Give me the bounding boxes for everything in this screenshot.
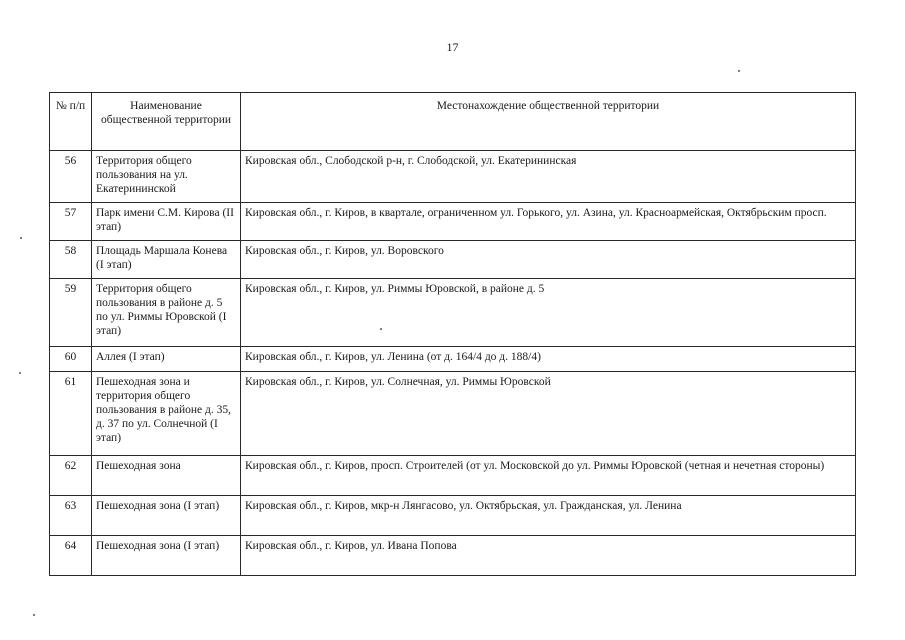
- row-name: Пешеходная зона (I этап): [92, 496, 241, 536]
- scan-speck: [20, 237, 22, 239]
- row-name: Площадь Маршала Конева (I этап): [92, 241, 241, 279]
- scan-speck: [33, 614, 35, 616]
- page-number: 17: [446, 40, 459, 54]
- row-name: Территория общего пользования на ул. Екатерининской: [92, 151, 241, 203]
- table-row: [50, 496, 856, 536]
- row-name: Пешеходная зона и территория общего пользования в районе д. 35, д. 37 по ул. Солнечной (I этап): [92, 372, 241, 456]
- table-header-row: [50, 93, 856, 151]
- row-name: Пешеходная зона (I этап): [92, 536, 241, 576]
- header-name: Наименование общественной территории: [92, 93, 241, 151]
- table-row: [50, 456, 856, 496]
- table-row: [50, 241, 856, 279]
- table-row: [50, 203, 856, 241]
- row-location: Кировская обл., г. Киров, мкр-н Лянгасово, ул. Октябрьская, ул. Гражданская, ул. Ленина: [241, 496, 856, 536]
- header-number: № п/п: [50, 93, 92, 151]
- row-number: 58: [50, 241, 92, 279]
- row-number: 64: [50, 536, 92, 576]
- row-name: Парк имени С.М. Кирова (II этап): [92, 203, 241, 241]
- row-number: 63: [50, 496, 92, 536]
- table-row: [50, 279, 856, 347]
- row-location: Кировская обл., г. Киров, в квартале, ограниченном ул. Горького, ул. Азина, ул. Красноармейская, Октябрьским просп.: [241, 203, 856, 241]
- scan-speck: [380, 328, 382, 330]
- row-location: Кировская обл., г. Киров, ул. Ленина (от д. 164/4 до д. 188/4): [241, 347, 856, 372]
- row-number: 62: [50, 456, 92, 496]
- row-name: Пешеходная зона: [92, 456, 241, 496]
- row-location: Кировская обл., г. Киров, ул. Солнечная, ул. Риммы Юровской: [241, 372, 856, 456]
- row-number: 57: [50, 203, 92, 241]
- table-row: [50, 372, 856, 456]
- row-location: Кировская обл., Слободской р-н, г. Слободской, ул. Екатерининская: [241, 151, 856, 203]
- scan-speck: [738, 70, 740, 72]
- row-number: 59: [50, 279, 92, 347]
- row-location: Кировская обл., г. Киров, ул. Ивана Попова: [241, 536, 856, 576]
- row-location: Кировская обл., г. Киров, ул. Воровского: [241, 241, 856, 279]
- table-row: [50, 536, 856, 576]
- row-number: 56: [50, 151, 92, 203]
- row-number: 60: [50, 347, 92, 372]
- territories-table: [49, 92, 856, 576]
- row-location: Кировская обл., г. Киров, просп. Строителей (от ул. Московской до ул. Риммы Юровской (четная и нечетная стороны): [241, 456, 856, 496]
- table-row: [50, 347, 856, 372]
- row-name: Территория общего пользования в районе д. 5 по ул. Риммы Юровской (I этап): [92, 279, 241, 347]
- row-number: 61: [50, 372, 92, 456]
- table-row: [50, 151, 856, 203]
- row-location: Кировская обл., г. Киров, ул. Риммы Юровской, в районе д. 5: [241, 279, 856, 347]
- row-name: Аллея (I этап): [92, 347, 241, 372]
- header-location: Местонахождение общественной территории: [241, 93, 856, 151]
- scan-speck: [19, 372, 21, 374]
